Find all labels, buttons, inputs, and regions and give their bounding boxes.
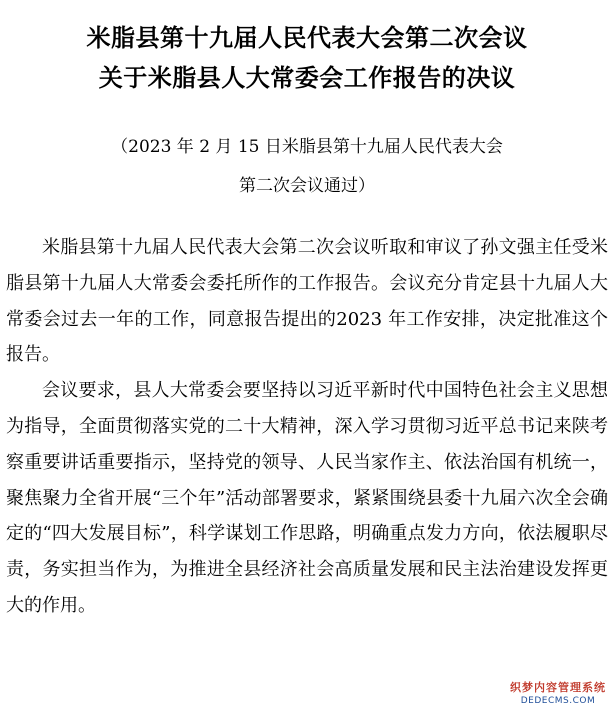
body-paragraph-2: 会议要求，县人大常委会要坚持以习近平新时代中国特色社会主义思想为指导，全面贯彻落实党的二十大精神，深入学习贯彻习近平总书记来陕考察重要讲话重要指示，坚持党的领导、人民当家作主、依法治国有机统一，聚焦聚力全省开展“三个年”活动部署要求，紧紧围绕县委十九届六次全会确定的“四大发展目标”，科学谋划工作思路，明确重点发力方向，依法履职尽责，务实担当作为，为推进全县经济社会高质量发展和民主法治建设发挥更大的作用。 <box>6 380 608 616</box>
adoption-note-line-2: 第二次会议通过） <box>239 176 375 196</box>
body-paragraph-1: 米脂县第十九届人民代表大会第二次会议听取和审议了孙文强主任受米脂县第十九届人大常委会委托所作的工作报告。会议充分肯定县十九届人大常委会过去一年的工作，同意报告提出的2023 年工作安排，决定批准这个报告。 <box>6 237 608 366</box>
watermark-name: 织梦内容管理系统 <box>510 681 606 694</box>
watermark-url: DEDECMS.COM <box>520 696 596 706</box>
adoption-note-line-1: （2023 年 2 月 15 日米脂县第十九届人民代表大会 <box>111 137 503 157</box>
document-title-line-1: 米脂县第十九届人民代表大会第二次会议 <box>86 24 528 52</box>
watermark-logo <box>506 680 610 710</box>
document-body <box>6 230 608 624</box>
document-title-line-2: 关于米脂县人大常委会工作报告的决议 <box>98 64 516 92</box>
